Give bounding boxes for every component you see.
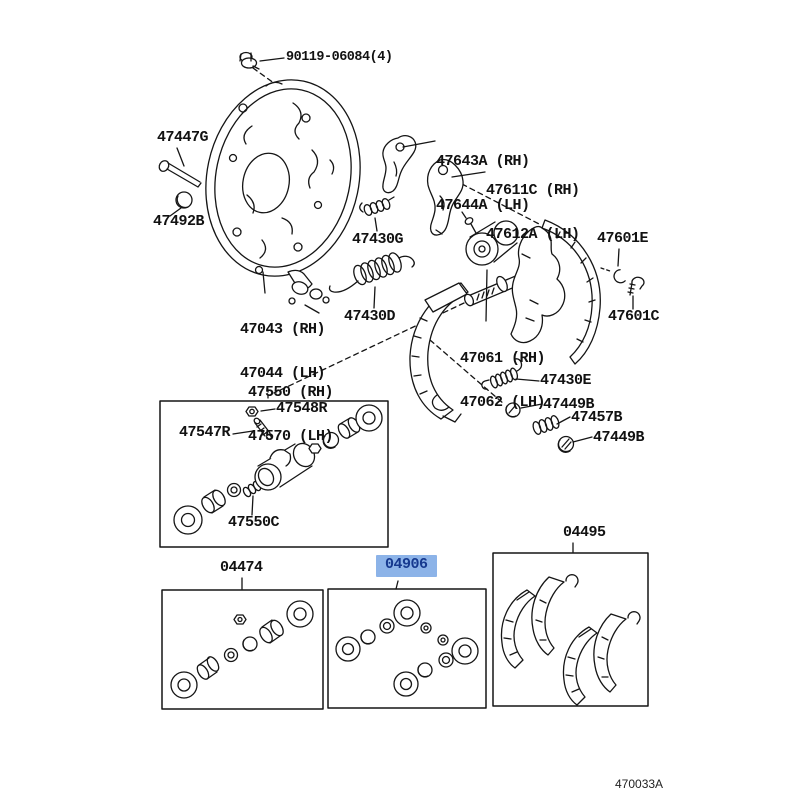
leader-47447G xyxy=(177,148,184,166)
label-47062[interactable]: 47062 (LH) xyxy=(460,393,546,411)
kit-04906-contents xyxy=(336,600,478,696)
leader-47601E-dash xyxy=(601,268,610,271)
leader-47550C xyxy=(252,496,253,515)
kit-04495-contents xyxy=(501,575,640,705)
spring-47430G-drawing xyxy=(360,197,394,216)
leader-47061 xyxy=(486,270,487,321)
bolt-icon xyxy=(240,53,259,70)
spring-47430D-drawing xyxy=(330,251,415,292)
label-47550[interactable]: 47550 (RH) xyxy=(248,384,334,401)
label-47643A[interactable]: 47643A (RH) xyxy=(436,153,530,170)
grommet-47492B-drawing xyxy=(176,192,192,208)
label-47644A[interactable]: 47644A (LH) xyxy=(436,196,530,214)
label-kit-04495[interactable]: 04495 xyxy=(563,524,606,541)
label-47611C[interactable]: 47611C (RH) xyxy=(486,182,580,199)
hook-47601C-drawing xyxy=(628,277,644,295)
figure-code: 470033A xyxy=(615,777,664,791)
label-47449B-a[interactable]: 47449B xyxy=(543,396,595,413)
label-47547R[interactable]: 47547R xyxy=(179,424,231,441)
leader-04906 xyxy=(396,581,398,589)
label-47044[interactable]: 47044 (LH) xyxy=(240,364,326,382)
label-47449B-b[interactable]: 47449B xyxy=(593,429,645,446)
label-47061[interactable]: 47061 (RH) xyxy=(460,350,546,367)
label-47548R[interactable]: 47548R xyxy=(276,400,328,417)
label-47611C-47612A[interactable] xyxy=(486,155,580,257)
label-kit-04906[interactable]: 04906 xyxy=(376,555,437,577)
label-47430D[interactable]: 47430D xyxy=(344,308,396,325)
leader-47449B-b xyxy=(573,437,592,442)
leader-47457B xyxy=(557,417,570,424)
kit-04474-contents xyxy=(171,601,313,698)
label-47043[interactable]: 47043 (RH) xyxy=(240,321,326,338)
leader-47430G xyxy=(375,218,377,231)
label-47430G[interactable]: 47430G xyxy=(352,231,404,248)
label-47601C[interactable]: 47601C xyxy=(608,308,660,325)
label-47061-47062[interactable] xyxy=(460,323,545,425)
label-47550C[interactable]: 47550C xyxy=(228,514,280,531)
label-90119-06084[interactable]: 90119-06084(4) xyxy=(286,50,393,65)
label-47492B[interactable]: 47492B xyxy=(153,213,205,230)
lever-47643A-drawing xyxy=(383,136,416,193)
label-47601E[interactable]: 47601E xyxy=(597,230,649,247)
clip-47601E-drawing xyxy=(613,269,626,284)
pin-47447G-drawing xyxy=(157,159,201,187)
label-47430E[interactable]: 47430E xyxy=(540,372,592,389)
leader-47430D xyxy=(374,287,375,308)
label-47447G[interactable]: 47447G xyxy=(157,129,209,146)
backing-plate-drawing xyxy=(188,65,378,313)
leader-47601E xyxy=(618,249,619,266)
label-47570[interactable]: 47570 (LH) xyxy=(248,427,334,445)
label-47457B[interactable]: 47457B xyxy=(571,409,623,426)
label-kit-04474[interactable]: 04474 xyxy=(220,559,263,576)
leader-bolt xyxy=(260,58,284,61)
cup-47449B-b-drawing xyxy=(558,437,573,453)
label-47612A[interactable]: 47612A (LH) xyxy=(486,225,580,243)
